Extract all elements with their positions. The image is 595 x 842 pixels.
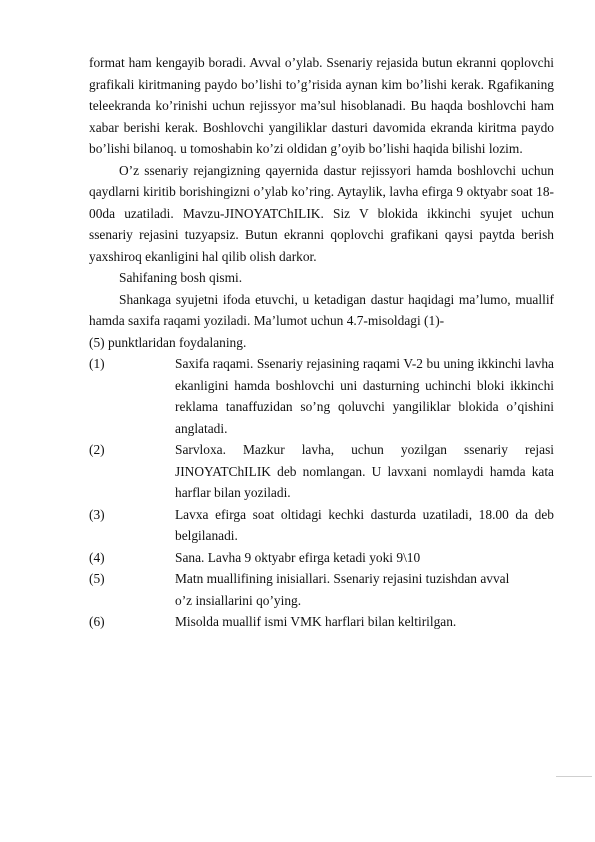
list-item-number: (1) [89,356,105,371]
list-item-number: (5) [89,571,105,586]
section-heading: Sahifaning bosh qismi. [119,270,243,285]
list-item [89,611,554,633]
list-item-text: Sana. Lavha 9 oktyabr efirga ketadi yoki 9\10 [175,549,421,565]
list-item-text-multiline [175,568,554,611]
document-page [89,52,554,633]
list-item [89,353,554,439]
page-corner-rule [556,776,592,777]
paragraph-usage-note: (5) punktlaridan foydalaning. [89,334,247,350]
paragraph-scenario-plan: O’z ssenariy rejangizning qayernida dastur rejissyori hamda boshlovchi uchun qaydlarni kiritib borishingizni o’ylab ko’ring. Aytaylik, lavha efirga 9 oktyabr soat 18-00da uzatiladi. Mavzu-JINOYATChILIK. Siz V blokida ikkinchi syujet uchun ssenariy rejasini tuzyapsiz. Butun ekranni qoplovchi grafikani qaysi paytda berish yaxshiroq ekanligini hal qilib olish darkor. [89,162,554,264]
list-item [89,504,554,547]
list-item-text: Sarvloxa. Mazkur lavha, uchun yozilgan ssenariy rejasi JINOYATChILIK deb nomlangan. U lavxani nomlaydi hamda kata harflar bilan yoziladi. [175,442,554,500]
paragraph-header-info: Shankaga syujetni ifoda etuvchi, u ketadigan dastur haqidagi ma’lumo, muallif hamda saxifa raqami yoziladi. Ma’lumot uchun 4.7-misoldagi (1)- [89,291,554,328]
list-item [89,547,554,569]
paragraph-intro: format ham kengayib boradi. Avval o’ylab. Ssenariy rejasida butun ekranni qoplovchi grafikali kiritmaning paydo bo’lishi to’g’risida aynan kim bo’lishi kerak. Rgafikaning teleekranda ko’rinishi uchun rejissyor ma’sul hisoblanadi. Bu haqda boshlovchi ham xabar berishi kerak. Boshlovchi yangiliklar dasturi davomida ekranda kiritma paydo bo’lishi bilanoq. u tomoshabin ko’zi oldidan g’oyib bo’lishi haqida bilishi lozim. [89,55,554,156]
list-item-text: Matn muallifining inisiallari. Ssenariy rejasini tuzishdan avval [175,571,510,586]
list-item-text: Lavxa efirga soat oltidagi kechki dasturda uzatiladi, 18.00 da deb belgilanadi. [175,506,554,543]
list-item-number: (2) [89,442,105,457]
list-item-number: (6) [89,614,105,629]
list-item-text: Saxifa raqami. Ssenariy rejasining raqami V-2 bu uning ikkinchi lavha ekanligini hamda boshlovchi uni dasturning uchinchi bloki ikkinchi reklama tanaffuzidan so’ng qoluvchi yangiliklar blokida o’qishini anglatadi. [175,356,554,436]
list-item-text-continuation: o’z insiallarini qo’ying. [175,592,302,608]
list-item-number: (3) [89,506,105,522]
list-item-number: (4) [89,549,105,565]
numbered-list [89,353,554,633]
list-item [89,568,554,611]
list-item-text: Misolda muallif ismi VMK harflari bilan keltirilgan. [175,614,457,629]
list-item [89,439,554,504]
